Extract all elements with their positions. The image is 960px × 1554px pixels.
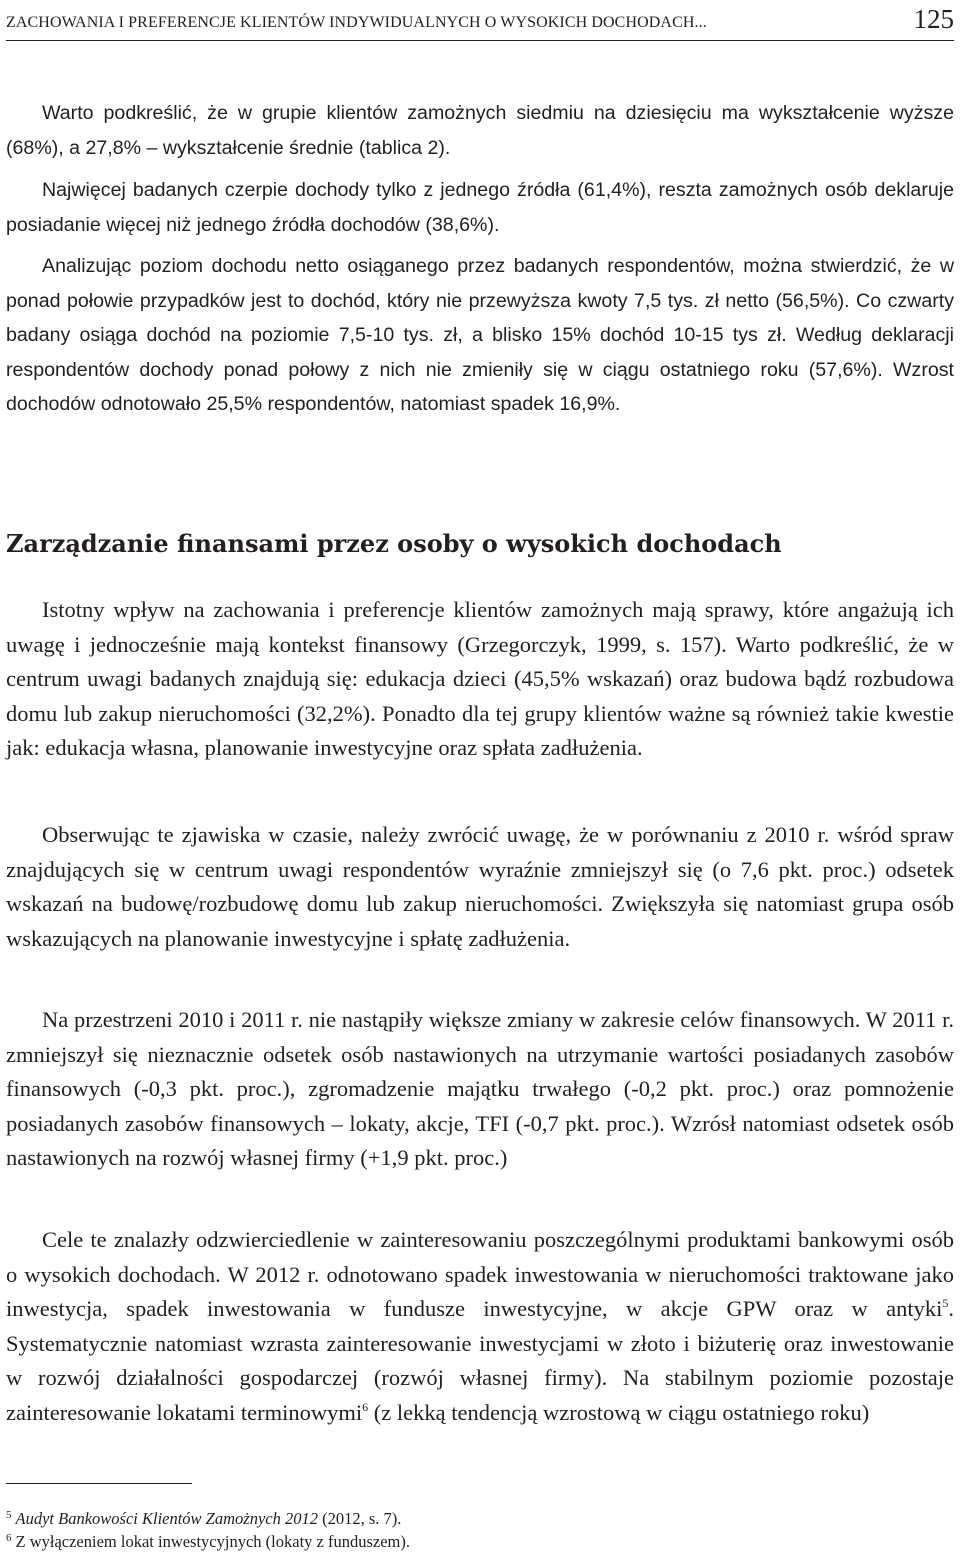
footnote-number: 5	[6, 1509, 12, 1521]
running-head	[6, 4, 954, 41]
footnote-source-title: Audyt Bankowości Klientów Zamożnych 2012	[15, 1509, 318, 1528]
paragraph-education: Warto podkreślić, że w grupie klientów zamożnych siedmiu na dziesięciu ma wykształcenie wyższe (68%), a 27,8% – wykształcenie średnie (tablica 2).	[6, 102, 954, 159]
section-heading: Zarządzanie finansami przez osoby o wysokich dochodach	[6, 529, 782, 558]
paragraph-text: (z lekką tendencją wzrostową w ciągu ostatniego roku)	[368, 1399, 870, 1425]
footnote-6	[6, 1527, 954, 1553]
paragraph-trends: Obserwując te zjawiska w czasie, należy zwrócić uwagę, że w porównaniu z 2010 r. wśród spraw znajdujących się w centrum uwagi respondentów wyraźnie zmniejszył się (o 7,6 pkt. proc.) odsetek wskazań na budowę/rozbudowę domu lub zakup nieruchomości. Zwiększyła się natomiast grupa osób wskazujących na planowanie inwestycyjne i spłatę zadłużenia.	[6, 822, 954, 951]
page-number: 125	[913, 4, 954, 34]
paragraph-banking-products	[6, 1223, 954, 1431]
footnote-ref: 5	[942, 1296, 949, 1311]
paragraph-income-sources: Najwięcej badanych czerpie dochody tylko z jednego źródła (61,4%), reszta zamożnych osób deklaruje posiadanie więcej niż jednego źródła dochodów (38,6%).	[6, 179, 954, 236]
footnote-text: Z wyłączeniem lokat inwestycyjnych (lokaty z funduszem).	[15, 1532, 410, 1551]
paragraph-text: Cele te znalazły odzwierciedlenie w zainteresowaniu poszczególnymi produktami bankowymi osób o wysokich dochodach. W 2012 r. odnotowano spadek inwestowania w nieruchomości traktowane jako inwestycja, spadek inwestowania w fundusze inwestycyjne, w akcje GPW oraz w antyki	[6, 1227, 954, 1322]
footnote-ref: 6	[362, 1399, 369, 1414]
paragraph-text: . Systematycznie natomiast wzrasta zainteresowanie inwestycjami w złoto i biżuterię oraz inwestowanie w rozwój działalności gospodarczej (rozwój własnej firmy). Na stabilnym poziomie pozostaje zainteresowanie lokatami terminowymi	[6, 1296, 954, 1425]
footnote-divider	[6, 1483, 192, 1484]
footnote-text: (2012, s. 7).	[317, 1509, 402, 1528]
paragraph-concerns: Istotny wpływ na zachowania i preferencje klientów zamożnych mają sprawy, które angażują ich uwagę i jednocześnie mają kontekst finansowy (Grzegorczyk, 1999, s. 157). Warto podkreślić, że w centrum uwagi badanych znajdują się: edukacja dzieci (45,5% wskazań) oraz budowa bądź rozbudowa domu lub zakup nieruchomości (32,2%). Ponadto dla tej grupy klientów ważne są również takie kwestie jak: edukacja własna, planowanie inwestycyjne oraz spłata zadłużenia.	[6, 597, 954, 761]
paragraph-financial-goals: Na przestrzeni 2010 i 2011 r. nie nastąpiły większe zmiany w zakresie celów finansowych. W 2011 r. zmniejszył się nieznacznie odsetek osób nastawionych na utrzymanie wartości posiadanych zasobów finansowych (-0,3 pkt. proc.), zgromadzenie majątku trwałego (-0,2 pkt. proc.) oraz pomnożenie posiadanych zasobów finansowych – lokaty, akcje, TFI (-0,7 pkt. proc.). Wzrósł natomiast odsetek osób nastawionych na rozwój własnej firmy (+1,9 pkt. proc.)	[6, 1007, 954, 1171]
paragraph-income-level: Analizując poziom dochodu netto osiąganego przez badanych respondentów, można stwierdzić, że w ponad połowie przypadków jest to dochód, który nie przewyższa kwoty 7,5 tys. zł netto (56,5%). Co czwarty badany osiąga dochód na poziomie 7,5-10 tys. zł, a blisko 15% dochód 10-15 tys zł. Według deklaracji respondentów dochody ponad połowy z nich nie zmieniły się w ciągu ostatniego roku (57,6%). Wzrost dochodów odnotowało 25,5% respondentów, natomiast spadek 16,9%.	[6, 255, 954, 415]
running-head-title: ZACHOWANIA I PREFERENCJE KLIENTÓW INDYWIDUALNYCH O WYSOKICH DOCHODACH...	[6, 14, 707, 31]
footnote-number: 6	[6, 1532, 12, 1544]
